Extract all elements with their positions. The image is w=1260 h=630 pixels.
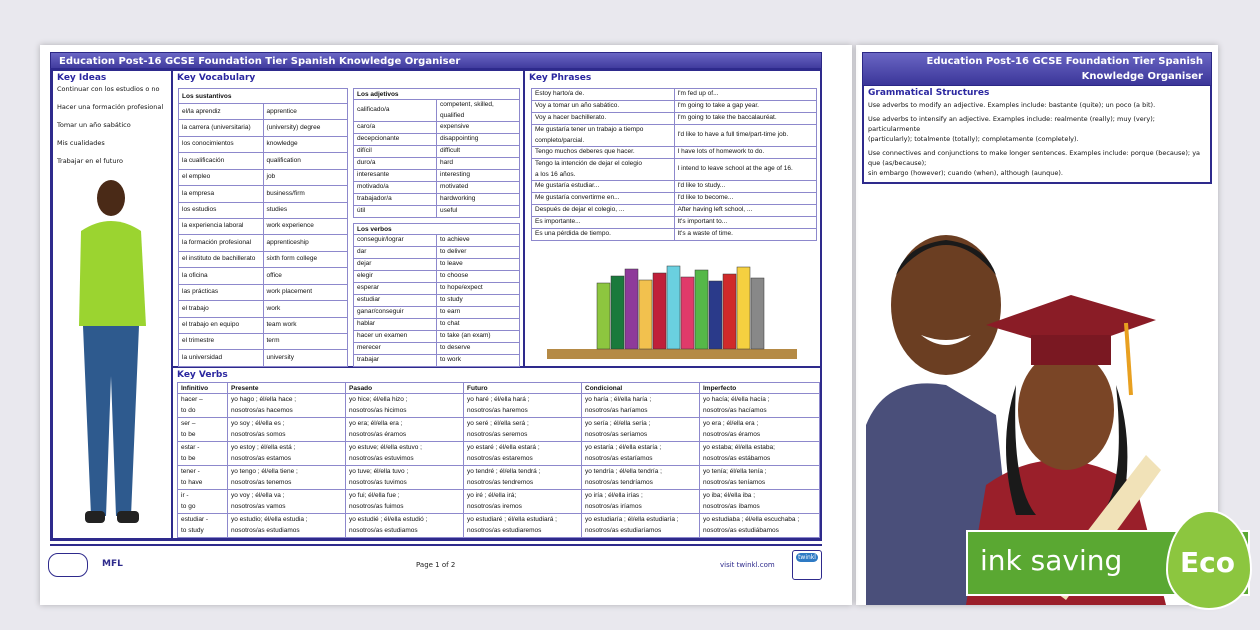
table-cell: yo estudiaría ; él/ella estudiaría ; nosotros/as estudiaríamos <box>582 514 700 538</box>
table-cell: work <box>263 301 348 317</box>
table-cell: tener - to have <box>178 466 228 490</box>
table-cell: trabajador/a <box>354 194 437 206</box>
table-cell: university <box>263 350 348 367</box>
page-2-content <box>862 52 1212 184</box>
table-cell: I'm fed up of... <box>674 89 817 101</box>
table-cell: to work <box>437 355 520 367</box>
table-row <box>354 100 520 122</box>
table-cell: yo tendré ; él/ella tendrá ; nosotros/as tendremos <box>464 466 582 490</box>
table-cell: la empresa <box>179 186 264 202</box>
footer-site[interactable]: visit twinkl.com <box>720 561 775 569</box>
table-cell: I have lots of homework to do. <box>674 147 817 159</box>
table-cell: knowledge <box>263 136 348 152</box>
table-cell: estar - to be <box>178 442 228 466</box>
table-cell: esperar <box>354 283 437 295</box>
table-cell: to achieve <box>437 235 520 247</box>
key-idea-item: Mis cualidades <box>57 139 105 147</box>
eco-label: Eco <box>1180 546 1235 579</box>
table-cell: I intend to leave school at the age of 16. <box>674 159 817 181</box>
table-cell: yo estaré ; él/ella estará ; nosotros/as estaremos <box>464 442 582 466</box>
table-row <box>178 394 820 418</box>
table-row <box>178 418 820 442</box>
table-cell: calificado/a <box>354 100 437 122</box>
key-verbs-section <box>172 367 822 539</box>
table-cell: to study <box>437 295 520 307</box>
book <box>611 276 624 349</box>
table-row <box>354 122 520 134</box>
table-heading: Los sustantivos <box>179 89 348 104</box>
table-cell: la experiencia laboral <box>179 219 264 235</box>
grammar-line: Use adverbs to modify an adjective. Examples include: bastante (quite); un poco (a bit). <box>868 101 1156 109</box>
table-row <box>178 490 820 514</box>
table-cell: la carrera (universitaria) <box>179 120 264 136</box>
table-row <box>532 147 817 159</box>
table-cell: interesante <box>354 170 437 182</box>
table-cell: office <box>263 268 348 284</box>
table-cell: to hope/expect <box>437 283 520 295</box>
table-cell: business/firm <box>263 186 348 202</box>
column-header: Pasado <box>346 383 464 394</box>
table-cell: yo estuve; él/ella estuvo ; nosotros/as estuvimos <box>346 442 464 466</box>
table-cell: yo tengo ; él/ella tiene ; nosotros/as tenemos <box>228 466 346 490</box>
ink-saving-label: ink saving <box>980 544 1123 577</box>
table-cell: hacer – to do <box>178 394 228 418</box>
table-cell: motivado/a <box>354 182 437 194</box>
table-cell: el trabajo <box>179 301 264 317</box>
table-row <box>354 343 520 355</box>
table-cell: el instituto de bachillerato <box>179 251 264 267</box>
table-cell: yo haría ; él/ella haría ; nosotros/as haríamos <box>582 394 700 418</box>
table-cell: merecer <box>354 343 437 355</box>
table-cell: yo tuve; él/ella tuvo ; nosotros/as tuvimos <box>346 466 464 490</box>
table-cell: el/la aprendiz <box>179 104 264 120</box>
table-row <box>354 158 520 170</box>
grammar-line: sin embargo (however); cuando (when), although (aunque). <box>868 169 1063 177</box>
table-row <box>179 104 348 120</box>
eco-drop-icon <box>1166 510 1252 610</box>
table-cell: ganar/conseguir <box>354 307 437 319</box>
book <box>751 278 764 349</box>
table-cell: apprenticeship <box>263 235 348 251</box>
table-row <box>179 136 348 152</box>
table-row <box>179 333 348 349</box>
table-cell: work experience <box>263 219 348 235</box>
table-row <box>354 235 520 247</box>
table-row <box>354 194 520 206</box>
table-row <box>354 271 520 283</box>
table-cell: Es importante... <box>532 217 675 229</box>
table-cell: job <box>263 169 348 185</box>
key-phrases-title: Key Phrases <box>529 73 592 83</box>
table-cell: motivated <box>437 182 520 194</box>
table-cell: Tengo muchos deberes que hacer. <box>532 147 675 159</box>
table-cell: la oficina <box>179 268 264 284</box>
table-row <box>354 283 520 295</box>
table-row <box>354 331 520 343</box>
table-row <box>179 120 348 136</box>
table-cell: útil <box>354 206 437 218</box>
table-cell: yo estaba; él/ella estaba; nosotros/as estábamos <box>700 442 820 466</box>
table-row <box>532 101 817 113</box>
table-cell: (university) degree <box>263 120 348 136</box>
table-cell: disappointing <box>437 134 520 146</box>
table-cell: yo estudié ; él/ella estudió ; nosotros/as estudiamos <box>346 514 464 538</box>
table-cell: useful <box>437 206 520 218</box>
table-cell: yo hago ; él/ella hace ; nosotros/as hacemos <box>228 394 346 418</box>
book <box>709 281 722 349</box>
table-cell: apprentice <box>263 104 348 120</box>
verbs-table <box>353 223 520 367</box>
table-cell: yo iba; él/ella iba ; nosotros/as íbamos <box>700 490 820 514</box>
table-row <box>178 442 820 466</box>
table-row <box>354 146 520 158</box>
key-vocabulary-title: Key Vocabulary <box>177 73 256 83</box>
table-row <box>179 317 348 333</box>
table-row <box>532 125 817 147</box>
table-cell: difícil <box>354 146 437 158</box>
table-cell: Voy a hacer bachillerato. <box>532 113 675 125</box>
column-header: Presente <box>228 383 346 394</box>
table-cell: I'd like to have a full time/part-time job. <box>674 125 817 147</box>
page-2 <box>856 45 1218 605</box>
grammar-line: Use connectives and conjunctions to make longer sentences. Examples include: porque (because); ya que (as/because); <box>868 149 1201 167</box>
page-title: Education Post-16 GCSE Foundation Tier Spanish Knowledge Organiser <box>50 52 822 71</box>
table-cell: yo tendría ; él/ella tendría ; nosotros/as tendríamos <box>582 466 700 490</box>
key-idea-item: Trabajar en el futuro <box>57 157 123 165</box>
table-cell: yo estaría ; él/ella estaría ; nosotros/as estaríamos <box>582 442 700 466</box>
table-cell: ir - to go <box>178 490 228 514</box>
table-row <box>179 219 348 235</box>
table-row <box>532 205 817 217</box>
phrases-table <box>531 88 817 241</box>
table-row <box>532 229 817 241</box>
key-idea-item: Hacer una formación profesional <box>57 103 164 111</box>
table-cell: yo era ; él/ella era ; nosotros/as éramos <box>700 418 820 442</box>
table-cell: yo soy ; él/ella es ; nosotros/as somos <box>228 418 346 442</box>
table-row <box>179 268 348 284</box>
table-cell: yo era; él/ella era ; nosotros/as éramos <box>346 418 464 442</box>
table-cell: estudiar - to study <box>178 514 228 538</box>
column-header: Futuro <box>464 383 582 394</box>
table-cell: duro/a <box>354 158 437 170</box>
column-header: Condicional <box>582 383 700 394</box>
table-cell: I'd like to become... <box>674 193 817 205</box>
table-cell: interesting <box>437 170 520 182</box>
table-cell: la cualificación <box>179 153 264 169</box>
table-cell: to chat <box>437 319 520 331</box>
table-cell: hardworking <box>437 194 520 206</box>
table-cell: to deserve <box>437 343 520 355</box>
table-cell: After having left school, ... <box>674 205 817 217</box>
book <box>667 266 680 349</box>
key-verbs-title: Key Verbs <box>177 370 228 380</box>
table-cell: Es una pérdida de tiempo. <box>532 229 675 241</box>
table-cell: las prácticas <box>179 284 264 300</box>
table-row <box>179 169 348 185</box>
table-cell: Me gustaría convertirme en... <box>532 193 675 205</box>
table-cell: los estudios <box>179 202 264 218</box>
table-cell: dar <box>354 247 437 259</box>
table-cell: yo haré ; él/ella hará ; nosotros/as haremos <box>464 394 582 418</box>
book <box>653 273 666 349</box>
table-row <box>178 466 820 490</box>
table-cell: sixth form college <box>263 251 348 267</box>
grammar-line: (particularly); totalmente (totally); completamente (completely). <box>868 135 1079 143</box>
table-row <box>532 181 817 193</box>
table-cell: I'm going to take the baccalauréat. <box>674 113 817 125</box>
page-1 <box>40 45 852 605</box>
table-cell: to take (an exam) <box>437 331 520 343</box>
table-row <box>179 235 348 251</box>
table-cell: el trimestre <box>179 333 264 349</box>
table-cell: Después de dejar el colegio, ... <box>532 205 675 217</box>
footer-page: Page 1 of 2 <box>416 561 456 569</box>
table-cell: yo tenía; él/ella tenía ; nosotros/as teníamos <box>700 466 820 490</box>
nouns-table <box>178 88 348 367</box>
table-cell: ser – to be <box>178 418 228 442</box>
key-ideas-section <box>52 70 172 539</box>
table-heading: Los adjetivos <box>354 89 520 100</box>
table-cell: Me gustaría tener un trabajo a tiempo completo/parcial. <box>532 125 675 147</box>
table-cell: decepcionante <box>354 134 437 146</box>
key-verbs-table <box>177 382 820 538</box>
table-cell: qualification <box>263 153 348 169</box>
table-cell: estudiar <box>354 295 437 307</box>
table-row <box>354 206 520 218</box>
table-row <box>354 134 520 146</box>
table-cell: hard <box>437 158 520 170</box>
table-cell: yo fui; él/ella fue ; nosotros/as fuimos <box>346 490 464 514</box>
table-row <box>354 295 520 307</box>
table-row <box>179 202 348 218</box>
table-cell: I'd like to study... <box>674 181 817 193</box>
table-row <box>354 170 520 182</box>
column-header: Infinitivo <box>178 383 228 394</box>
column-header: Imperfecto <box>700 383 820 394</box>
table-heading: Los verbos <box>354 224 520 235</box>
key-idea-item: Continuar con los estudios o no <box>57 85 160 93</box>
key-phrases-section <box>524 70 822 367</box>
table-cell: yo hice; él/ella hizo ; nosotros/as hicimos <box>346 394 464 418</box>
table-cell: yo seré ; él/ella será ; nosotros/as seremos <box>464 418 582 442</box>
table-cell: la formación profesional <box>179 235 264 251</box>
table-row <box>532 159 817 181</box>
table-cell: to leave <box>437 259 520 271</box>
table-row <box>532 193 817 205</box>
table-row <box>532 89 817 101</box>
grammar-line: Use adverbs to intensify an adjective. Examples include: realmente (really); muy (very); particularmente <box>868 115 1155 133</box>
table-cell: caro/a <box>354 122 437 134</box>
book <box>723 274 736 349</box>
grammar-title: Grammatical Structures <box>868 88 990 98</box>
table-row <box>354 355 520 367</box>
table-row <box>354 319 520 331</box>
book <box>597 283 610 349</box>
book <box>681 277 694 349</box>
table-row <box>179 284 348 300</box>
table-cell: term <box>263 333 348 349</box>
table-row <box>179 251 348 267</box>
table-cell: la universidad <box>179 350 264 367</box>
key-vocabulary-section <box>172 70 524 367</box>
student-illustration <box>61 176 161 536</box>
table-cell: competent, skilled, qualified <box>437 100 520 122</box>
table-cell: yo voy ; él/ella va ; nosotros/as vamos <box>228 490 346 514</box>
table-cell: work placement <box>263 284 348 300</box>
footer-subject: MFL <box>102 559 123 569</box>
table-cell: el empleo <box>179 169 264 185</box>
book <box>639 280 652 349</box>
table-cell: team work <box>263 317 348 333</box>
table-cell: hablar <box>354 319 437 331</box>
table-row <box>179 350 348 367</box>
table-cell: Voy a tomar un año sabático. <box>532 101 675 113</box>
table-cell: dejar <box>354 259 437 271</box>
book <box>695 270 708 349</box>
table-cell: yo estudio; él/ella estudia ; nosotros/as estudiamos <box>228 514 346 538</box>
table-row <box>532 113 817 125</box>
table-cell: yo iré ; él/ella irá; nosotros/as iremos <box>464 490 582 514</box>
table-row <box>179 186 348 202</box>
key-idea-item: Tomar un año sabático <box>57 121 131 129</box>
table-cell: Me gustaría estudiar... <box>532 181 675 193</box>
table-row <box>354 259 520 271</box>
table-row <box>354 182 520 194</box>
table-cell: expensive <box>437 122 520 134</box>
table-cell: hacer un examen <box>354 331 437 343</box>
footer-divider <box>50 544 822 546</box>
table-row <box>179 301 348 317</box>
table-cell: yo estudiaba ; él/ella escuchaba ; nosotros/as estudiábamos <box>700 514 820 538</box>
table-cell: It's a waste of time. <box>674 229 817 241</box>
table-cell: to earn <box>437 307 520 319</box>
table-cell: It's important to... <box>674 217 817 229</box>
table-cell: yo estudiaré ; él/ella estudiará ; nosotros/as estudiaremos <box>464 514 582 538</box>
table-cell: yo sería ; él/ella sería ; nosotros/as seríamos <box>582 418 700 442</box>
grammar-section <box>862 86 1212 184</box>
table-cell: to choose <box>437 271 520 283</box>
mfl-icon <box>48 553 88 577</box>
table-cell: to deliver <box>437 247 520 259</box>
table-cell: yo iría ; él/ella irías ; nosotros/as iríamos <box>582 490 700 514</box>
table-row <box>532 217 817 229</box>
table-cell: difficult <box>437 146 520 158</box>
key-ideas-title: Key Ideas <box>57 73 107 83</box>
twinkl-logo: twinkl <box>792 550 822 580</box>
table-row <box>354 247 520 259</box>
page-2-title: Education Post-16 GCSE Foundation Tier Spanish Knowledge Organiser <box>862 52 1212 86</box>
adjectives-table <box>353 88 520 218</box>
table-row <box>354 307 520 319</box>
table-cell: yo hacía; él/ella hacía ; nosotros/as hacíamos <box>700 394 820 418</box>
table-cell: I'm going to take a gap year. <box>674 101 817 113</box>
books-illustration <box>547 261 802 361</box>
table-cell: los conocimientos <box>179 136 264 152</box>
table-cell: Tengo la intención de dejar el colegio a los 16 años. <box>532 159 675 181</box>
table-cell: Estoy harto/a de. <box>532 89 675 101</box>
table-cell: elegir <box>354 271 437 283</box>
table-cell: yo estoy ; él/ella está ; nosotros/as estamos <box>228 442 346 466</box>
organiser-frame <box>50 68 822 541</box>
table-cell: studies <box>263 202 348 218</box>
table-row <box>179 153 348 169</box>
book <box>625 269 638 349</box>
table-cell: el trabajo en equipo <box>179 317 264 333</box>
table-cell: trabajar <box>354 355 437 367</box>
book <box>737 267 750 349</box>
table-cell: conseguir/lograr <box>354 235 437 247</box>
table-row <box>178 514 820 538</box>
